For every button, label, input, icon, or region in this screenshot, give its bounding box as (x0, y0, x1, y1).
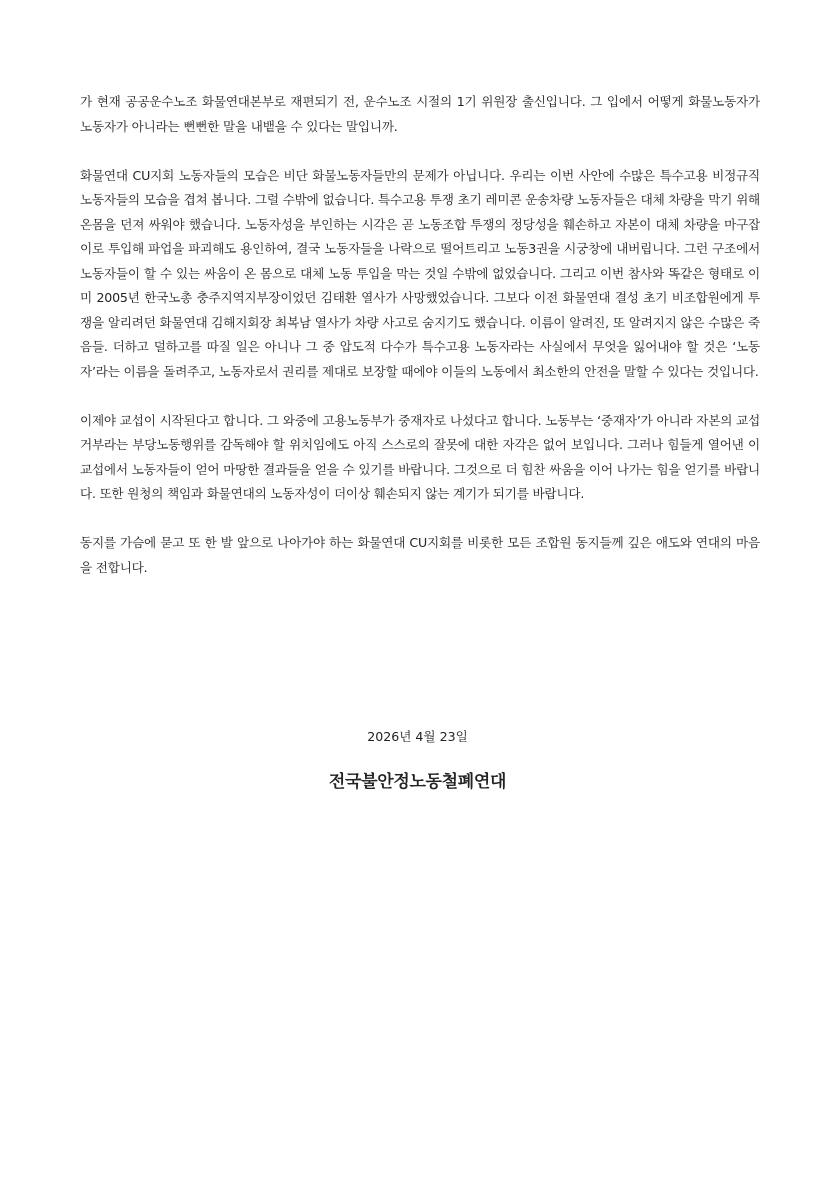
document-date: 2026년 4월 23일 (367, 729, 468, 744)
document-body (80, 90, 760, 605)
paragraph: 이제야 교섭이 시작된다고 합니다. 그 와중에 고용노동부가 중재자로 나섰다고 합니다. 노동부는 ‘중재자’가 아니라 자본의 교섭 거부라는 부당노동행위를 감독해야 할 위치임에도 아직 스스로의 잘못에 대한 자각은 없어 보입니다. 그러나 힘들게 열어낸 이 교섭에서 노동자들이 얻어 마땅한 결과들을 얻을 수 있기를 바랍니다. 그것으로 더 힘찬 싸움을 이어 나가는 힘을 얻기를 바랍니다. 또한 원청의 책임과 화물연대의 노동자성이 더이상 훼손되지 않는 계기가 되기를 바랍니다. (80, 412, 760, 501)
paragraph: 동지를 가슴에 묻고 또 한 발 앞으로 나아가야 하는 화물연대 CU지회를 비롯한 모든 조합원 동지들께 깊은 애도와 연대의 마음을 전합니다. (80, 535, 760, 575)
paragraph: 가 현재 공공운수노조 화물연대본부로 재편되기 전, 운수노조 시절의 1기 위원장 출신입니다. 그 입에서 어떻게 화물노동자가 노동자가 아니라는 뻔뻔한 말을 내뱉을 수 있다는 말입니까. (80, 94, 760, 134)
paragraph: 화물연대 CU지회 노동자들의 모습은 비단 화물노동자들만의 문제가 아닙니다. 우리는 이번 사안에 수많은 특수고용 비정규직 노동자들의 모습을 겹쳐 봅니다. 그럴 수밖에 없습니다. 특수고용 투쟁 초기 레미콘 운송차량 노동자들은 대체 차량을 막기 위해 온몸을 던져 싸워야 했습니다. 노동자성을 부인하는 시각은 곧 노동조합 투쟁의 정당성을 훼손하고 자본이 대체 차량을 마구잡이로 투입해 파업을 파괴해도 용인하여, 결국 노동자들을 나락으로 떨어트리고 노동3권을 시궁창에 내버립니다. 그런 구조에서 노동자들이 할 수 있는 싸움이 온 몸으로 대체 노동 투입을 막는 것일 수밖에 없었습니다. 그리고 이번 참사와 똑같은 형태로 이미 2005년 한국노총 충주지역지부장이었던 김태환 열사가 사망했었습니다. 그보다 이전 화물연대 결성 초기 비조합원에게 투쟁을 알리려던 화물연대 김해지회장 최복남 열사가 차량 사고로 숨지기도 했습니다. 이름이 알려진, 또 알려지지 않은 수많은 죽음들. 더하고 덜하고를 따질 일은 아니나 그 중 압도적 다수가 특수고용 노동자라는 사실에서 무엇을 잃어내야 할 것은 ‘노동자’라는 이름을 돌려주고, 노동자로서 권리를 제대로 보장할 때에야 이들의 노동에서 최소한의 안전을 말할 수 있다는 것입니다. (80, 167, 760, 379)
signing-organization: 전국불안정노동철폐연대 (328, 772, 507, 792)
